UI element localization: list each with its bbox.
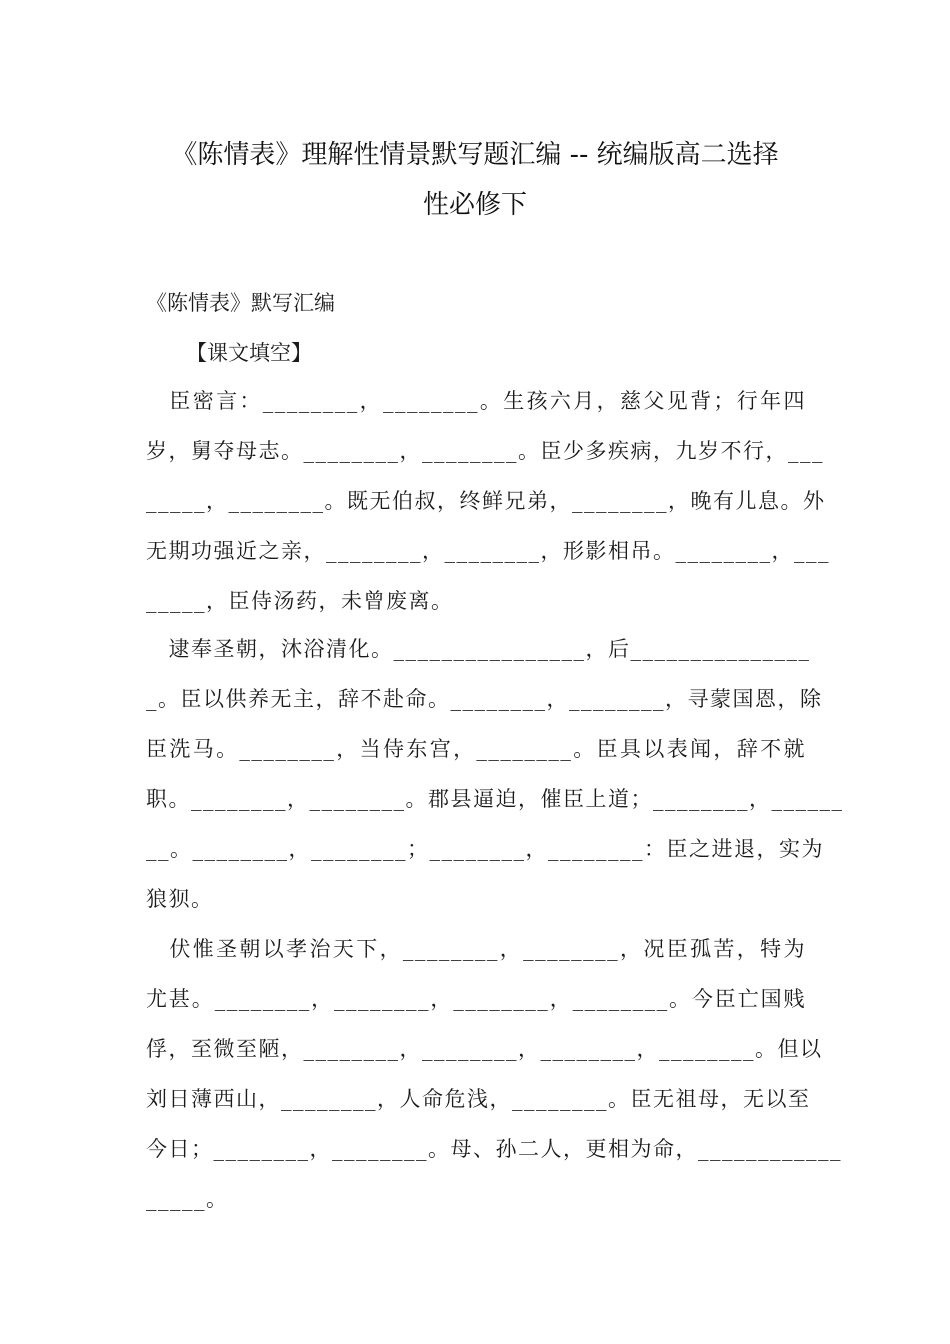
text-line: 俘，至微至陋，________，________，________，________。但以 [146,1037,823,1061]
text-line: __。________，________；________，________：臣之进退，实为 [146,837,824,861]
section-heading: 【课文填空】 [186,341,312,365]
text-line: 臣洗马。________，当侍东宫，________。臣具以表闻，辞不就 [146,737,806,761]
text-line: _。臣以供养无主，辞不赴命。________，________，寻蒙国恩，除 [146,687,823,711]
text-line: _____，________。既无伯叔，终鲜兄弟，________，晚有儿息。外 [146,489,826,513]
document-title-line-1: 《陈情表》理解性情景默写题汇编 -- 统编版高二选择 [171,140,779,170]
text-line: 岁，舅夺母志。________，________。臣少多疾病，九岁不行，___ [146,439,824,463]
text-line: _____。 [146,1187,229,1211]
text-line: 无期功强近之亲，________，________，形影相吊。________，___ [146,539,830,563]
text-line: 尤甚。________，________，________，________。今臣亡国贱 [146,987,806,1011]
text-line: _____，臣侍汤药，未曾废离。 [146,589,454,613]
text-line: 臣密言：________，________。生孩六月，慈父见背；行年四 [146,389,806,413]
section-subtitle: 《陈情表》默写汇编 [146,291,335,315]
text-line: 今日；________，________。母、孙二人，更相为命，____________ [146,1137,842,1161]
text-line: 职。________，________。郡县逼迫，催臣上道；________，______ [146,787,844,811]
text-line: 狼狈。 [146,887,214,911]
text-line: 刘日薄西山，________，人命危浅，________。臣无祖母，无以至 [146,1087,811,1111]
document-title-line-2: 性必修下 [422,190,527,220]
text-line: 逮奉圣朝，沐浴清化。________________，后_______________ [146,637,811,661]
text-line: 伏惟圣朝以孝治天下，________，________，况臣孤苦，特为 [146,937,806,961]
